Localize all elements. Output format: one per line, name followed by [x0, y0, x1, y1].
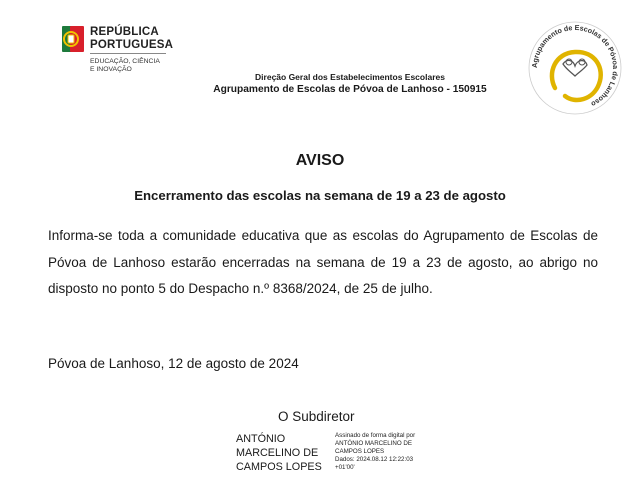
digital-signature-line2: ANTÓNIO MARCELINO DE	[335, 440, 413, 447]
ministry-line1: EDUCAÇÃO, CIÊNCIA	[90, 58, 160, 65]
school-logo-ring-text: Agrupamento de Escolas de Póvoa de Lanhoso	[529, 22, 621, 109]
notice-subtitle: Encerramento das escolas na semana de 19 a 23 de agosto	[134, 188, 506, 203]
place-date: Póvoa de Lanhoso, 12 de agosto de 2024	[48, 356, 299, 371]
government-logo	[60, 22, 200, 82]
signatory-name: ANTÓNIO MARCELINO DE CAMPOS LOPES	[236, 433, 322, 473]
government-name	[90, 26, 173, 52]
government-line1: REPÚBLICA	[90, 26, 159, 38]
digital-signature-line5: +01'00'	[335, 464, 355, 471]
digital-signature-line1: Assinado de forma digital por	[335, 432, 416, 439]
department-name: Direção Geral dos Estabelecimentos Escolares	[255, 72, 445, 82]
school-logo-emblem-icon	[525, 18, 625, 118]
notice-title: AVISO	[295, 152, 345, 169]
school-group-name: Agrupamento de Escolas de Póvoa de Lanhoso - 150915	[213, 84, 487, 95]
government-divider	[90, 53, 166, 54]
government-line2: PORTUGUESA	[90, 39, 174, 51]
signatory-role: O Subdiretor	[278, 409, 355, 424]
digital-signature-line4: Dados: 2024.08.12 12:22:03	[335, 456, 414, 463]
notice-body: Informa-se toda a comunidade educativa que as escolas do Agrupamento de Escolas de Póvoa de Lanhoso estarão encerradas na semana de 19 a 23 de agosto, ao abrigo no disposto no ponto 5 do Despacho n.º 8368/2024, de 25 de julho.	[48, 228, 598, 296]
ministry-name	[90, 58, 160, 74]
school-logo	[525, 18, 625, 118]
ministry-line2: E INOVAÇÃO	[90, 66, 132, 73]
digital-signature-line3: CAMPOS LOPES	[335, 448, 385, 455]
digital-signature-stamp	[335, 432, 445, 472]
portugal-emblem-icon	[60, 22, 86, 56]
